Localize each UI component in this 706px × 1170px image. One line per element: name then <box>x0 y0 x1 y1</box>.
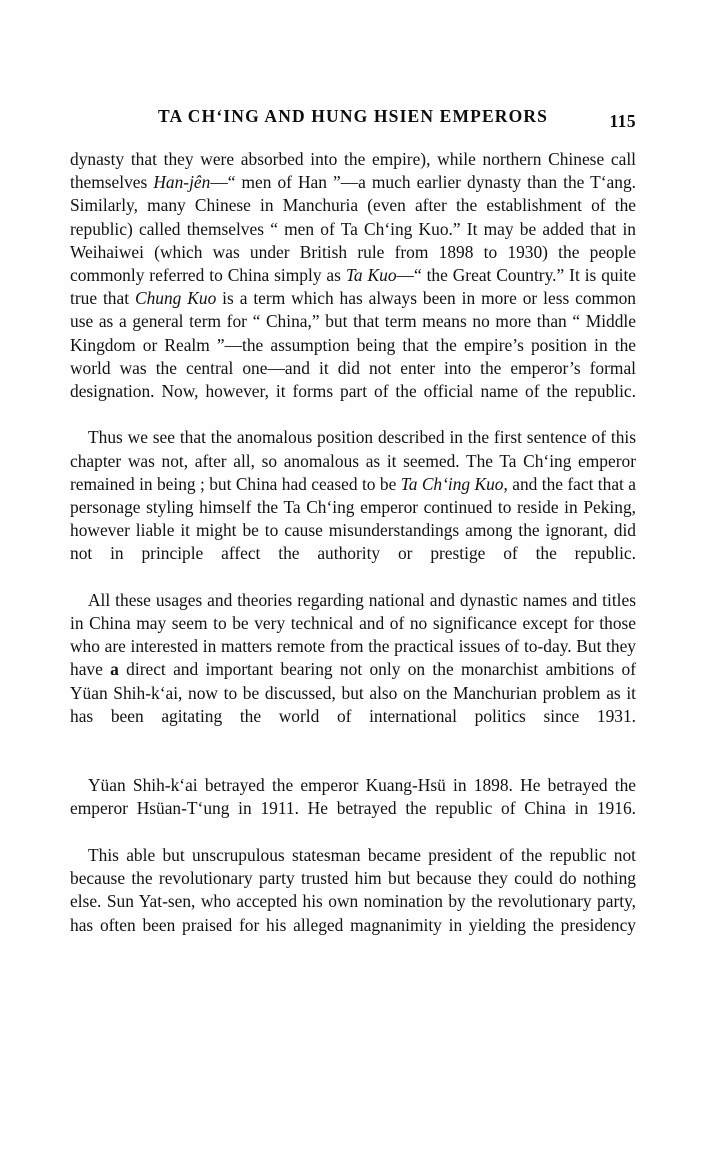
paragraph-text-3a: All these usages and theories regarding national and dynastic names and titles in China may seem to be very technical and of no significance except for those who are interested in matters remote from the practical issues of to-day. But they have <box>70 589 636 680</box>
paragraph-this-able-statesman <box>70 844 636 960</box>
romanized-term-ta-ching-kuo: Ta Ch‘ing Kuo <box>400 473 504 494</box>
ink-heavy-glyph: a <box>110 659 119 680</box>
running-header <box>70 106 636 132</box>
paragraph-text-3b: direct and important bearing not only on the monarchist ambitions of Yüan Shih-k‘ai, now to be discussed, but also on the Manchurian problem as it has been agitating the world of international politics since 1931. <box>70 659 636 726</box>
page-number: 115 <box>609 111 636 131</box>
romanized-term-chung-kuo: Chung Kuo <box>134 288 217 309</box>
paragraph-text-1b: —“ men of Han ”—a much earlier dynasty than the T‘ang. Similarly, many Chinese in Manchuria (even after the establishment of the republic) called themselves “ men of Ta Ch‘ing Kuo.” It may be added that in Weihaiwei (which was under British rule from 1898 to 1930) the people commonly referred to China simply as <box>70 172 636 286</box>
paragraph-all-these-usages <box>70 589 636 751</box>
romanized-term-ta-kuo: Ta Kuo <box>345 265 397 286</box>
paragraph-yuan-betrayed <box>70 774 636 844</box>
paragraph-text-2: Thus we see that the anomalous position described in the first sentence of this chapter was not, after all, so anomalous as it seemed. The Ta Ch‘ing emperor remained in being ; but China had ceased to be <box>70 427 636 494</box>
romanized-term-han-jen: Han-jên <box>153 172 211 193</box>
paragraph-text-4: Yüan Shih-k‘ai betrayed the emperor Kuang-Hsü in 1898. He betrayed the emperor Hsüan-T‘ung in 1911. He betrayed the republic of China in 1916. <box>70 775 636 819</box>
paragraph-text-1d: is a term which has always been in more or less common use as a general term for “ China,” but that term means no more than “ Middle Kingdom or Realm ”—the assumption being that the empire’s position in the world was the central one—and it did not enter into the emperor’s formal designation. Now, however, it forms part of the official name of the republic. <box>70 288 637 402</box>
paragraph-text-5: This able but unscrupulous statesman became president of the republic not because the revolutionary party trusted him but because they could do nothing else. Sun Yat-sen, who accepted his own nomination by the revolutionary party, has often been praised for his alleged magnanimity in yielding the presidency <box>70 844 636 935</box>
paragraph-continued <box>70 148 636 426</box>
body-text-block <box>70 148 636 960</box>
paragraph-text-2b: , and the fact that a personage styling himself the Ta Ch‘ing emperor continued to reside in Peking, however liable it might be to cause misunderstandings among the ignorant, did not in principle affect the authority or prestige of the republic. <box>70 473 636 564</box>
running-head-title: TA CH‘ING AND HUNG HSIEN EMPERORS <box>157 106 549 126</box>
paragraph-thus-we-see <box>70 426 636 588</box>
paragraph-text-1: dynasty that they were absorbed into the empire), while northern Chinese call themselves <box>70 149 636 193</box>
paragraph-text-1c: —“ the Great Country.” It is quite true that <box>70 265 636 309</box>
